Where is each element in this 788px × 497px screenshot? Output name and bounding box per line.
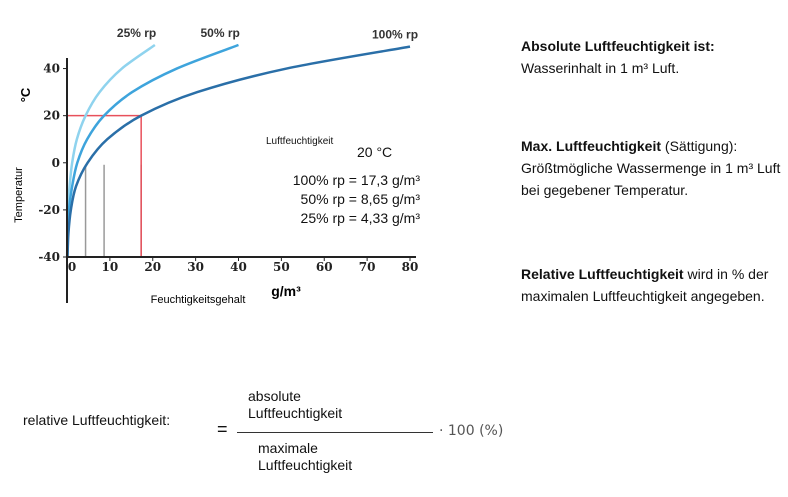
absolute-humidity-text: Wasserinhalt in 1 m³ Luft. — [521, 60, 680, 76]
formula-factor: · 100 (%) — [439, 423, 504, 439]
annotation-temp: 20 °C — [357, 144, 393, 160]
annotation-line-0: 100% rp = 17,3 g/m³ — [292, 172, 420, 188]
formula-equals: = — [217, 419, 228, 439]
relative-humidity-text: wird in % der maximalen Luftfeuchtigkeit angegeben. — [521, 266, 769, 304]
max-humidity-title: Max. Luftfeuchtigkeit — [521, 138, 662, 154]
chart-tick-labels — [38, 62, 418, 274]
x-unit-label: g/m³ — [271, 283, 301, 299]
y-tick-label: -20 — [38, 202, 60, 217]
formula-numerator — [248, 388, 342, 422]
x-tick-label: 0 — [67, 260, 77, 274]
y-tick-label: 40 — [43, 61, 60, 76]
y-tick-label: 0 — [51, 155, 60, 170]
x-axis-label: Feuchtigkeitsgehalt — [150, 294, 246, 306]
numerator-line-2: Luftfeuchtigkeit — [248, 405, 343, 421]
x-tick-label: 30 — [187, 260, 204, 274]
y-axis-label: Temperatur — [13, 167, 25, 223]
x-tick-label: 20 — [144, 260, 162, 274]
annotation-line-2: 25% rp = 4,33 g/m³ — [300, 210, 420, 226]
x-tick-label: 70 — [358, 260, 376, 274]
fraction-line — [237, 432, 433, 433]
denominator-line-1: maximale — [258, 440, 318, 456]
numerator-line-1: absolute — [248, 388, 301, 404]
y-tick-label: -40 — [38, 250, 60, 264]
max-humidity-text: Größtmögliche Wassermenge in 1 m³ Luft bei gegebener Temperatur. — [521, 160, 781, 198]
denominator-line-2: Luftfeuchtigkeit — [258, 457, 353, 473]
max-humidity-definition — [521, 135, 781, 201]
y-unit-label: °C — [18, 87, 33, 103]
series-label-2: 100% rp — [372, 27, 419, 42]
relative-humidity-title: Relative Luftfeuchtigkeit — [521, 266, 684, 282]
formula-denominator — [258, 440, 352, 474]
relative-humidity-definition — [521, 263, 781, 307]
absolute-humidity-definition — [521, 35, 781, 79]
series-label-1: 50% rp — [200, 26, 240, 40]
x-tick-label: 50 — [273, 260, 290, 274]
x-tick-label: 80 — [401, 260, 419, 274]
x-tick-label: 10 — [101, 260, 119, 274]
annotation-title: Luftfeuchtigkeit — [266, 136, 334, 147]
series-label-0: 25% rp — [116, 26, 157, 40]
chart-gridlines — [86, 165, 142, 257]
formula-label: relative Luftfeuchtigkeit: — [23, 412, 171, 428]
y-tick-label: 20 — [43, 108, 60, 123]
absolute-humidity-title: Absolute Luftfeuchtigkeit ist: — [521, 38, 715, 54]
x-tick-label: 60 — [315, 260, 333, 274]
x-tick-label: 40 — [230, 260, 247, 274]
max-humidity-title-suffix: (Sättigung): — [661, 138, 738, 154]
annotation-line-1: 50% rp = 8,65 g/m³ — [300, 191, 420, 207]
curve-50-rp — [67, 45, 238, 257]
humidity-chart — [0, 0, 510, 330]
